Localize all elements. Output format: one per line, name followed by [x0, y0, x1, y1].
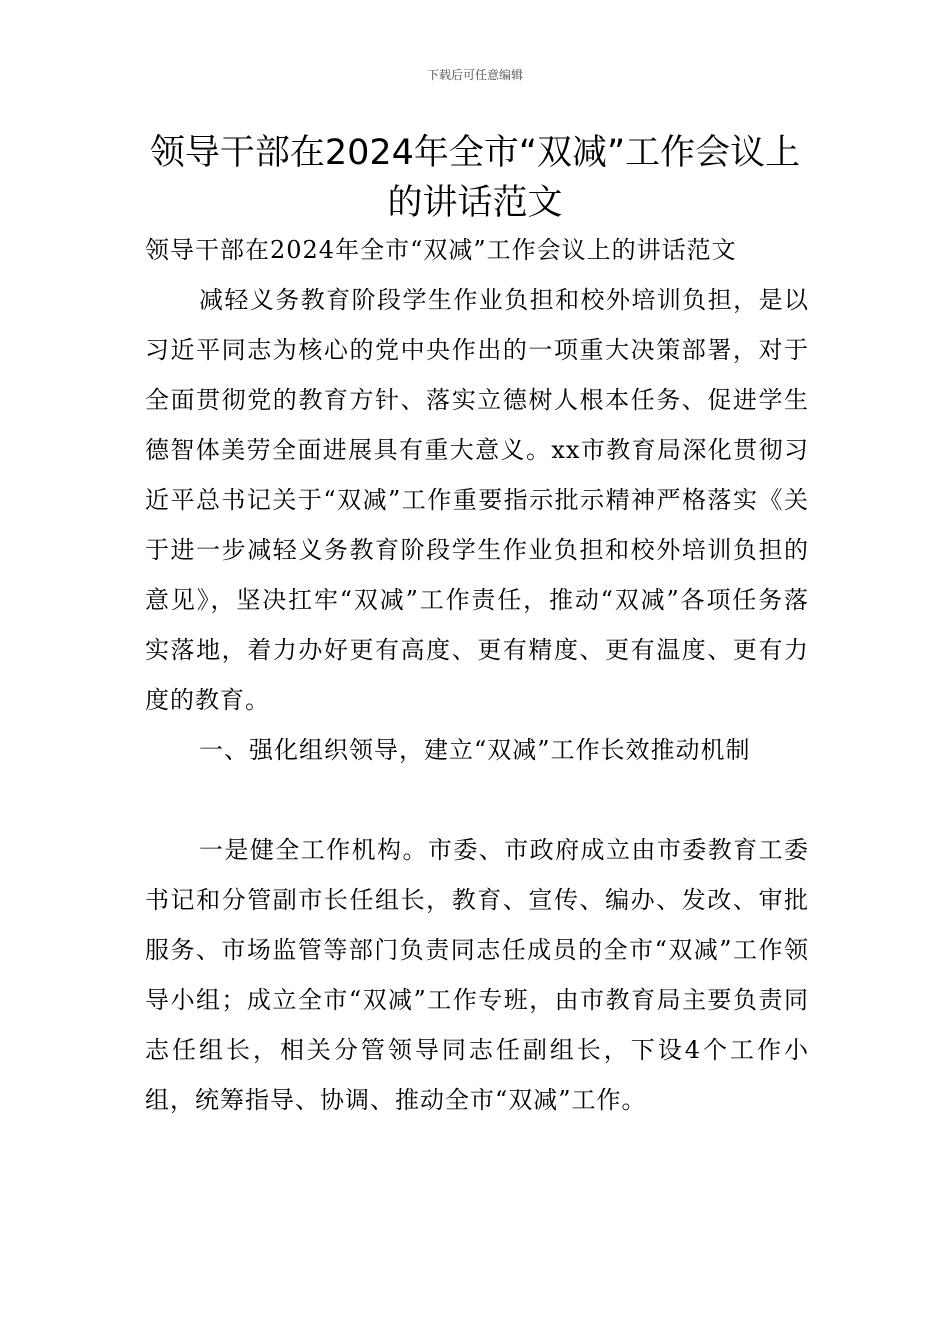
- paragraph-intro: 减轻义务教育阶段学生作业负担和校外培训负担，是以习近平同志为核心的党中央作出的一项重大决策部署，对于全面贯彻党的教育方针、落实立德树人根本任务、促进学生德智体美劳全面进展具有重大意义。xx市教育局深化贯彻习近平总书记关于“双减”工作重要指示批示精神严格落实《关于进一步减轻义务教育阶段学生作业负担和校外培训负担的意见》，坚决扛牢“双减”工作责任，推动“双减”各项任务落实落地，着力办好更有高度、更有精度、更有温度、更有力度的教育。: [145, 286, 809, 714]
- paragraph-work-structure: 一是健全工作机构。市委、市政府成立由市委教育工委书记和分管副市长任组长，教育、宣传、编办、发改、审批服务、市场监管等部门负责同志任成员的全市“双减”工作领导小组；成立全市“双减”工作专班，由市教育局主要负责同志任组长，相关分管领导同志任副组长，下设4个工作小组，统筹指导、协调、推动全市“双减”工作。: [145, 836, 809, 1114]
- document-subtitle: 领导干部在2024年全市“双减”工作会议上的讲话范文: [145, 236, 737, 264]
- section-heading: 一、强化组织领导，建立“双减”工作长效推动机制: [199, 736, 751, 764]
- watermark-text: 下载后可任意编辑: [426, 68, 523, 82]
- document-title: 领导干部在2024年全市“双减”工作会议上的讲话范文: [149, 133, 801, 223]
